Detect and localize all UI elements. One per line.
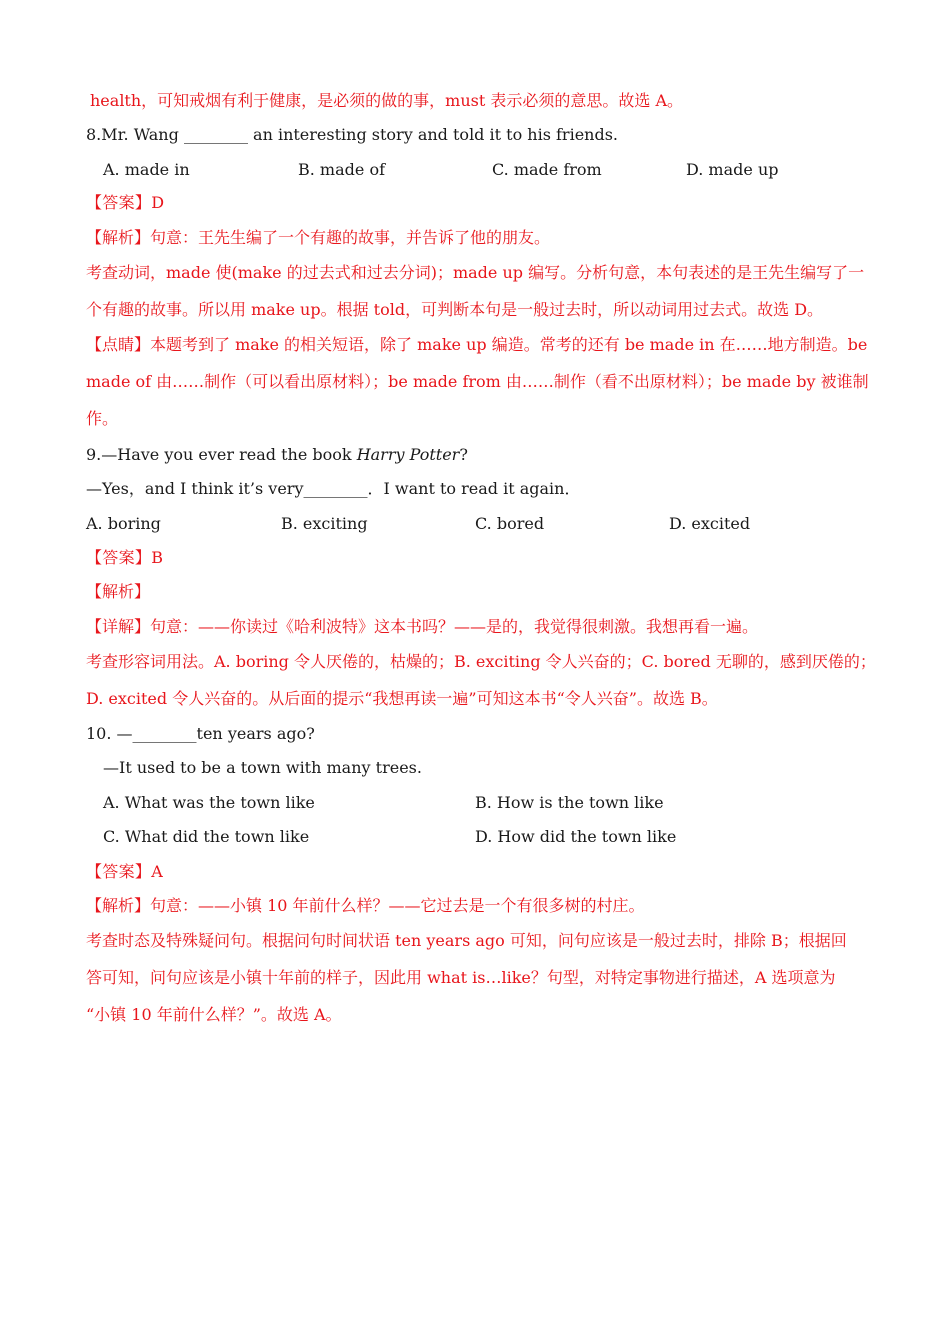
q10-options-row1 bbox=[103, 788, 883, 818]
q9-stem bbox=[86, 440, 866, 470]
q10-explanation-2: 考查时态及特殊疑问句。根据问句时间状语 ten years ago 可知，问句应该是一般过去时，排除 B；根据回 bbox=[86, 931, 847, 950]
q10-stem: 10. —________ten years ago? bbox=[86, 724, 315, 743]
q9-explanation-head: 【解析】 bbox=[86, 582, 151, 601]
q9-option-d: D. excited bbox=[669, 514, 751, 533]
q8-explanation-1: 【解析】句意：王先生编了一个有趣的故事，并告诉了他的朋友。 bbox=[86, 228, 551, 247]
q10-option-a: A. What was the town like bbox=[103, 793, 315, 812]
q9-options bbox=[86, 509, 866, 539]
q8-option-a: A. made in bbox=[103, 160, 190, 179]
q7-explanation-tail: health，可知戒烟有利于健康，是必须的做的事，must 表示必须的意思。故选 A。 bbox=[90, 91, 684, 110]
q8-explanation-2: 考查动词，made 使(make 的过去式和过去分词)；made up 编写。分析句意，本句表述的是王先生编写了一 bbox=[86, 263, 865, 282]
q10-explanation-4: “小镇 10 年前什么样？”。故选 A。 bbox=[86, 1005, 342, 1024]
q8-tip-3: 作。 bbox=[86, 409, 119, 428]
q8-tip-2: made of 由……制作（可以看出原材料）；be made from 由……制作（看不出原材料）；be made by 被谁制 bbox=[86, 372, 869, 391]
q9-answer: 【答案】B bbox=[86, 548, 164, 567]
q9-option-a: A. boring bbox=[86, 514, 161, 533]
q8-stem: 8.Mr. Wang ________ an interesting story and told it to his friends. bbox=[86, 125, 619, 144]
q9-stem-reply: —Yes，and I think it’s very________．I want to read it again． bbox=[86, 479, 581, 498]
q10-option-d: D. How did the town like bbox=[475, 827, 677, 846]
q10-explanation-3: 答可知，问句应该是小镇十年前的样子，因此用 what is…like？句型，对特定事物进行描述，A 选项意为 bbox=[86, 968, 836, 987]
q9-explanation-2: 考查形容词用法。A. boring 令人厌倦的，枯燥的；B. exciting 令人兴奋的；C. bored 无聊的，感到厌倦的； bbox=[86, 652, 876, 671]
q9-option-b: B. exciting bbox=[281, 514, 368, 533]
q9-option-c: C. bored bbox=[475, 514, 545, 533]
q8-answer: 【答案】D bbox=[86, 193, 165, 212]
q10-option-c: C. What did the town like bbox=[103, 827, 310, 846]
q8-option-c: C. made from bbox=[492, 160, 602, 179]
q10-option-b: B. How is the town like bbox=[475, 793, 664, 812]
q9-explanation-1: 【详解】句意：——你读过《哈利波特》这本书吗？——是的，我觉得很刺激。我想再看一遍。 bbox=[86, 617, 759, 636]
q9-explanation-3: D. excited 令人兴奋的。从后面的提示“我想再读一遍”可知这本书“令人兴奋”。故选 B。 bbox=[86, 689, 718, 708]
q8-option-b: B. made of bbox=[298, 160, 385, 179]
q8-explanation-3: 个有趣的故事。所以用 make up。根据 told，可判断本句是一般过去时，所以动词用过去式。故选 D。 bbox=[86, 300, 824, 319]
q9-book-title: Harry Potter bbox=[356, 445, 460, 464]
q10-options-row2 bbox=[103, 822, 883, 852]
q10-stem-reply: —It used to be a town with many trees. bbox=[103, 758, 422, 777]
q8-option-d: D. made up bbox=[686, 160, 779, 179]
q8-tip-1: 【点睛】本题考到了 make 的相关短语，除了 make up 编造。常考的还有 be made in 在……地方制造。be bbox=[86, 335, 868, 354]
q10-explanation-1: 【解析】句意：——小镇 10 年前什么样？——它过去是一个有很多树的村庄。 bbox=[86, 896, 645, 915]
q10-answer: 【答案】A bbox=[86, 862, 164, 881]
q9-stem-start: 9.—Have you ever read the book bbox=[86, 445, 357, 464]
q8-options bbox=[103, 155, 883, 185]
q9-stem-end: ? bbox=[459, 445, 468, 464]
